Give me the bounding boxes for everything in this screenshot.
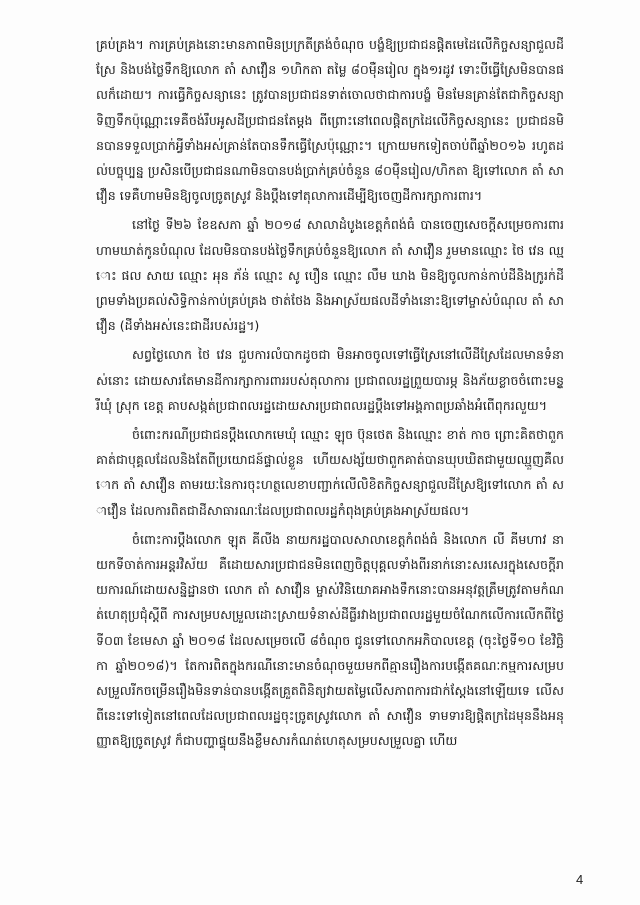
- document-body: [96, 32, 564, 758]
- paragraph-2: នៅថ្ងៃ ទី២៦ ខែឧសភា ឆ្នាំ ២០១៨ សាលាដំបូងខេត្តកំពង់ធំ បានចេញសេចក្តីសម្រេចការពារហាមឃាត់កូនបំណុល ដែលមិនបានបង់ថ្លៃទឹកគ្រប់ចំនួនឱ្យលោក តាំ សាវឿន រួមមានឈ្មោះ ថៃ វេន ឈ្មោះ ផល សាយ ឈ្មោះ អុន ភ័ន់ ឈ្មោះ សូ បឿន ឈ្មោះ លឹម ឃាង មិនឱ្យចូលកាន់កាប់ដីនិងក្រូរក់ដី ព្រមទាំងប្រគល់សិទ្ធិកាន់កាប់គ្រប់គ្រង ថាត់ថែង និងអាស្រ័យផលដីទាំងនោះឱ្យទៅម្ចាស់បំណុល តាំ សាវឿន (ដីទាំងអស់នេះជាដីរបស់រដ្ឋ។): [96, 217, 564, 334]
- paragraph-1: គ្រប់គ្រង។ ការគ្រប់គ្រងនោះមានភាពមិនប្រក្រតីត្រង់ចំណុច បង្ខំឱ្យប្រជាជនផ្តិតមេដៃលើកិច្ចសន្យាជួលដីស្រែ និងបង់ថ្លៃទឹកឱ្យលោក តាំ សាវឿន ១ហិកតា តម្លៃ ៨០ម៉ឺនរៀល ក្នុង១រដូវ ទោះបីធ្វើស្រែមិនបានផលក៏ដោយ។ ការធ្វើកិច្ចសន្យានេះ ត្រូវបានប្រជាជនទាត់ចោលថាជាការបង្ខំ មិនមែនគ្រាន់តែជាកិច្ចសន្យាទិញទឹកប៉ុណ្ណោះទេគឺចង់រឹបអូសដីប្រជាជនតែម្តង ពីព្រោះនៅពេលផ្តិតក្រដៃលើកិច្ចសន្យានេះ ប្រជាជនមិនបានទទួលប្រាក់អ្វីទាំងអស់គ្រាន់តែបានទឹកធ្វើស្រែប៉ុណ្ណោះ។ ក្រោយមកទៀតចាប់ពីឆ្នាំ២០១៦ រហូតដល់បច្ចុប្បន្ន ប្រសិនបើប្រជាជនណាមិនបានបង់ប្រាក់គ្រប់ចំនួន ៨០ម៉ឺនរៀល/ហិកតា ឱ្យទៅលោក តាំ សាវឿន ទេគឺហាមមិនឱ្យចូលច្រូតស្រូវ និងប្តឹងទៅតុលាការដើម្បីឱ្យចេញដីការក្សាការពារ។: [96, 37, 564, 204]
- paragraph-3: សព្វថ្ងៃលោក ថៃ វេន ជួបការលំបាកដូចជា មិនអាចចូលទៅធ្វើស្រែនៅលើដីស្រែដែលមានទំនាស់នោះ ដោយសារតែមានដីការក្សាការពាររបស់តុលាការ ប្រជាពលរដ្ឋព្រួយបារម្ភ និងភ័យខ្លាចចំពោះមន្ត្រីឃុំ ស្រុក ខេត្ត គាបសង្កត់ប្រជាពលរដ្ឋដោយសារប្រជាពលរដ្ឋប្តឹងទៅអង្គភាពប្រឆាំងអំពើពុករលួយ។: [96, 347, 564, 413]
- page-number: 4: [576, 872, 584, 887]
- paragraph-5: ចំពោះការប្តឹងលោក ឡុត គីលីង នាយករដ្ឋបាលសាលាខេត្តកំពង់ធំ និងលោក លី គីមហាវ នាយកទីចាត់ការអន្តរវិស័យ គឺដោយសារប្រជាជនមិនពេញចិត្តបុគ្គលទាំងពីរនាក់នោះសរសេរក្នុងសេចក្តីរាយការណ៍ដោយសន្និដ្ឋានថា លោក តាំ សាវឿន ម្ចាស់វិនិយោគអាងទឹកនោះបានអនុវត្តត្រឹមត្រូវតាមកំណត់ហេតុប្រជុំស្តីពី ការសម្របសម្រួលដោះស្រាយទំនាស់ដីធ្លីរវាងប្រជាពលរដ្ឋមួយចំណែកលើការលើកពីថ្ងៃទី០៣ ខែមេសា ឆ្នាំ ២០១៨ ដែលសម្រេចលើ ៨ចំណុច ជូនទៅលោកអភិបាលខេត្ត (ចុះថ្ងៃទី១០ ខែវិច្ឆិកា ឆ្នាំ២០១៨)។ តែការពិតក្នុងករណីនោះមានចំណុចមួយមកពីគ្មានរឿងការបង្កើតគណៈកម្មការសម្របសម្រួលរីកចម្រើនរឿងមិនទាន់បានបង្កើតគ្រួតពិនិត្យវាយតម្លៃលើសភាពការជាក់ស្តែងនៅឡើយទេ លើសពីនេះទៅទៀតនៅពេលដែលប្រជាពលរដ្ឋចុះច្រូតស្រូវលោក តាំ សាវឿន ទាមទារឱ្យផ្តិតក្រដៃមុននឹងអនុញ្ញាតឱ្យច្រូតស្រូវ ក៏ជាបញ្ហាផ្ទុយនឹងខ្លឹមសារកំណត់ហេតុសម្របសម្រួលគ្នា ហើយ: [96, 531, 564, 749]
- paragraph-4: ចំពោះករណីប្រជាជនប្តឹងលោកមេឃុំ ឈ្មោះ ឡុច ប៊ុនថេត និងឈ្មោះ ខាត់ កាច ព្រោះគិតថាពួកគាត់ជាបុគ្គលដែលនិងតែពីប្រយោជន៍ផ្ទាល់ខ្លួន ហើយសង្ស័យថាពួកគាត់បានឃុបឃិតជាមួយឈ្មួញគឺលោក តាំ សាវឿន តាមរយៈនៃការចុះហត្ថលេខាបញ្ជាក់លើលិខិតកិច្ចសន្យាជួលដីស្រែឱ្យទៅលោក តាំ សាវឿន ដែលការពិតជាដីសាធារណៈដែលប្រជាពលរដ្ឋកំពុងគ្រប់គ្រងអាស្រ័យផល។: [96, 427, 564, 518]
